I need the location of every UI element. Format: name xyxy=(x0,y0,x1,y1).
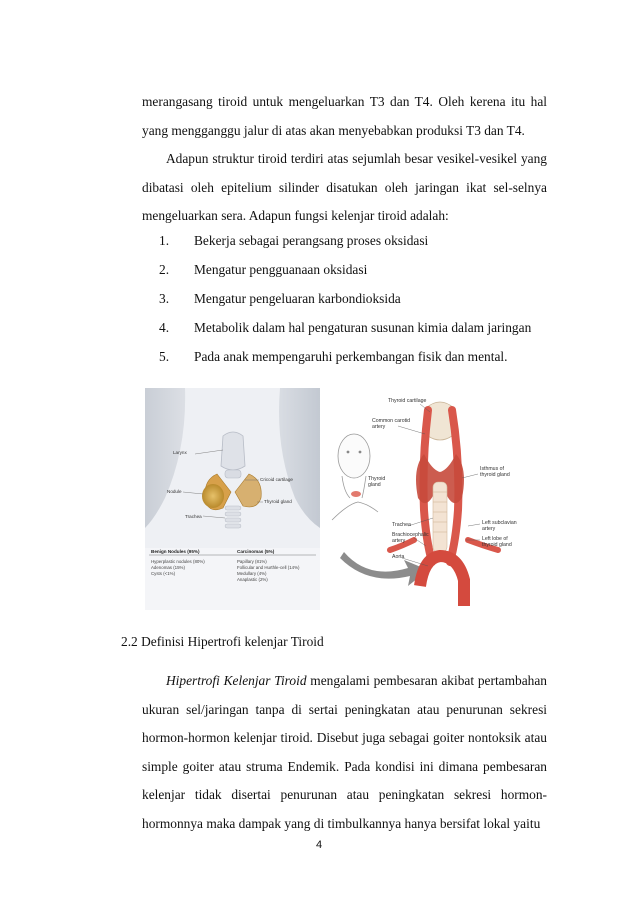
carcinoma-row: Papillary (81%) xyxy=(237,559,267,564)
label-brachiocephalic: Brachiocephalic xyxy=(392,532,429,538)
list-item: 5. Pada anak mempengaruhi perkembangan fisik dan mental. xyxy=(159,349,508,364)
italic-lead: Hipertrofi Kelenjar Tiroid xyxy=(166,673,307,688)
paragraph-2: Adapun struktur tiroid terdiri atas sejumlah besar vesikel-vesikel yang dibatasi oleh epitelium silinder disatukan oleh jaringan ikat sel-selnya mengeluarkan sera. Adapun fungsi kelenjar tiroid adalah: xyxy=(142,151,547,223)
svg-text:gland: gland xyxy=(368,482,381,488)
thyroid-anatomy-figure xyxy=(328,390,556,612)
thyroid-nodule-figure xyxy=(145,388,320,610)
svg-text:artery: artery xyxy=(392,538,406,544)
section-body xyxy=(142,667,547,838)
carcinoma-title: Carcinomas (5%) xyxy=(237,549,275,554)
svg-text:artery: artery xyxy=(372,424,386,430)
paragraph-1: merangasang tiroid untuk mengeluarkan T3 dan T4. Oleh kerena itu hal yang mengganggu jalur di atas akan menyebabkan produksi T3 dan T4. xyxy=(142,94,547,138)
label-left-subclavian: Left subclavian xyxy=(482,520,517,526)
carcinoma-row: Anaplastic (2%) xyxy=(237,577,268,582)
section-heading: 2.2 Definisi Hipertrofi kelenjar Tiroid xyxy=(121,634,324,649)
label-thyroid-gland: Thyroid gland xyxy=(264,499,292,504)
label-thyroid-gland: Thyroid xyxy=(368,476,386,482)
label-cricoid: Cricoid cartilage xyxy=(260,477,293,482)
label-left-lobe: Left lobe of xyxy=(482,536,508,542)
label-trachea: Trachea xyxy=(185,514,202,519)
label-aorta: Aorta xyxy=(392,554,405,560)
label-nodule: Nodule xyxy=(167,489,182,494)
label-trachea: Trachea xyxy=(392,522,411,528)
svg-text:thyroid gland: thyroid gland xyxy=(482,542,512,548)
carcinoma-row: Medullary (4%) xyxy=(237,571,267,576)
section-body-text: mengalami pembesaran akibat pertambahan ukuran sel/jaringan tanpa di sertai peningkatan atau penurunan sekresi hormon-hormon kelenjar tiroid. Disebut juga sebagai goiter nontoksik atau simple goiter atau struma Endemik. Pada kondisi ini dimana pembesaran kelenjar tidak disertai penurunan atau peningkatan sekresi hormon-hormonnya maka dampak yang di timbulkannya hanya bersifat lokal yaitu xyxy=(142,673,547,831)
page-number: 4 xyxy=(315,839,323,851)
benign-row: Hyperplastic nodules (80%) xyxy=(151,559,205,564)
list-item: 3. Mengatur pengeluaran karbondioksida xyxy=(159,291,401,306)
svg-text:artery: artery xyxy=(482,526,496,532)
label-common-carotid: Common carotid xyxy=(372,418,411,424)
svg-text:thyroid gland: thyroid gland xyxy=(480,472,510,478)
carcinoma-row: Follicular and Hurthle-cell (14%) xyxy=(237,565,300,570)
label-thyroid-cartilage: Thyroid cartilage xyxy=(388,398,427,404)
benign-row: Cysts (<1%) xyxy=(151,571,176,576)
label-larynx: Larynx xyxy=(173,450,187,455)
list-item: 2. Mengatur pengguanaan oksidasi xyxy=(159,262,368,277)
benign-row: Adenomas (15%) xyxy=(151,565,185,570)
list-item: 1. Bekerja sebagai perangsang proses oksidasi xyxy=(159,233,429,248)
label-isthmus: Isthmus of xyxy=(480,466,504,472)
list-item: 4. Metabolik dalam hal pengaturan susunan kimia dalam jaringan xyxy=(159,320,532,335)
benign-title: Benign Nodules (95%) xyxy=(151,549,200,554)
